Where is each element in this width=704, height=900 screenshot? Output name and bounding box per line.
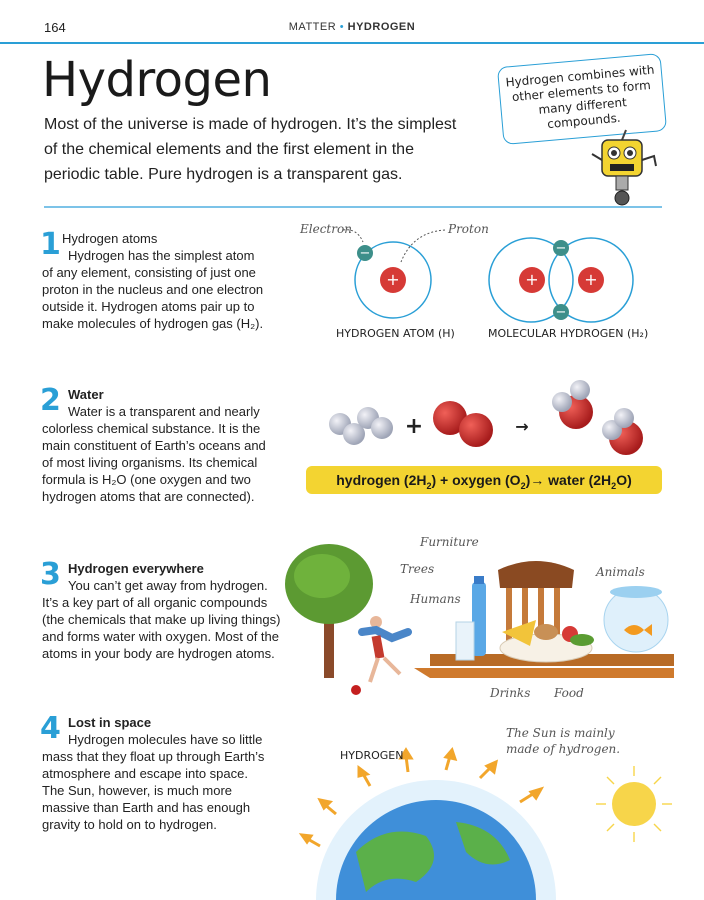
section-3-line: You can’t get away from hydrogen.	[68, 578, 268, 593]
section-1-line: outside it. Hydrogen atoms pair up to	[42, 299, 255, 314]
section-2-line: formula is H₂O (one oxygen and two	[42, 472, 251, 487]
equation-oxygen: ) + oxygen (O	[431, 472, 521, 488]
section-4-number: 4	[40, 711, 61, 746]
section-4-line: The Sun, however, is much more	[42, 783, 233, 798]
section-3-body	[42, 577, 292, 662]
humans-label: Humans	[410, 592, 461, 606]
svg-text:−: −	[359, 246, 371, 261]
equation-sub: 2	[611, 480, 617, 491]
running-head-subsection: HYDROGEN	[347, 21, 416, 33]
section-4-line: Hydrogen molecules have so little	[68, 732, 263, 747]
equation-sub: 2	[426, 480, 432, 491]
ball-icon	[351, 685, 361, 695]
section-3-title: Hydrogen everywhere	[68, 561, 204, 576]
robot-speech-bubble: Hydrogen combines with other elements to form many different compounds.	[497, 53, 667, 145]
section-3-line: (the chemicals that make up living things)	[42, 612, 281, 627]
svg-text:→: →	[515, 417, 529, 436]
section-3-line: atoms in your body are hydrogen atoms.	[42, 646, 275, 661]
section-2-body	[42, 403, 292, 505]
sun-icon	[596, 766, 672, 842]
section-1-line: make molecules of hydrogen gas (H₂).	[42, 316, 264, 331]
running-head-section: MATTER	[288, 21, 337, 33]
page-number: 164	[44, 20, 66, 35]
svg-text:+: +	[386, 270, 400, 289]
robot-icon	[590, 126, 660, 210]
section-2-line: Water is a transparent and nearly	[68, 404, 260, 419]
section-4-line: gravity to hold on to hydrogen.	[42, 817, 217, 832]
molecule-caption: MOLECULAR HYDROGEN (H₂)	[488, 327, 649, 340]
section-4-line: mass that they float up through Earth’s	[42, 749, 265, 764]
section-1-line: of any element, consisting of just one	[42, 265, 256, 280]
svg-text:+: +	[404, 414, 424, 439]
drinks-label: Drinks	[490, 686, 531, 700]
proton-label: Proton	[448, 222, 489, 236]
section-3-number: 3	[40, 557, 61, 592]
section-divider	[44, 206, 662, 208]
glass-icon	[456, 622, 474, 660]
section-1-number: 1	[40, 227, 61, 262]
equation-end: O)	[616, 472, 632, 488]
section-4-title: Lost in space	[68, 715, 152, 730]
chair-icon	[498, 561, 574, 588]
hydrogen-label: HYDROGEN	[340, 749, 404, 762]
section-1-line: Hydrogen has the simplest atom	[68, 248, 255, 263]
sun-note-line-2: made of hydrogen.	[506, 742, 621, 756]
water-hydrogen-icon	[552, 392, 572, 412]
food-label: Food	[554, 686, 584, 700]
svg-text:+: +	[584, 270, 598, 289]
svg-text:−: −	[555, 305, 567, 320]
section-4-body	[42, 731, 292, 833]
space-illustration	[296, 742, 696, 900]
water-hydrogen-icon	[570, 380, 590, 400]
section-2-line: colorless chemical substance. It is the	[42, 421, 261, 436]
section-3-line: It’s a key part of all organic compounds	[42, 595, 268, 610]
section-1-body	[42, 247, 292, 332]
svg-text:−: −	[555, 241, 567, 256]
equation-hydrogen: hydrogen (2H	[336, 472, 427, 488]
electron-label: Electron	[300, 222, 352, 236]
section-1-line: proton in the nucleus and one electron	[42, 282, 264, 297]
section-3-line: and forms water with oxygen. Most of the	[42, 629, 279, 644]
equation-sub: 2	[520, 480, 526, 491]
section-2-title: Water	[68, 387, 104, 402]
atom-caption: HYDROGEN ATOM (H)	[336, 327, 455, 340]
section-2-line: of most living organisms. Its chemical	[42, 455, 258, 470]
water-reaction	[318, 376, 658, 460]
oxygen-atom-icon	[459, 413, 493, 447]
section-2-line: hydrogen atoms that are connected).	[42, 489, 255, 504]
section-4-line: massive than Earth and has enough	[42, 800, 251, 815]
animals-label: Animals	[596, 565, 645, 579]
furniture-label: Furniture	[420, 535, 479, 549]
header-rule	[0, 42, 704, 44]
hydrogen-atom-icon	[371, 417, 393, 439]
section-2-line: main constituent of Earth’s oceans and	[42, 438, 266, 453]
running-head: MATTER • HYDROGEN	[288, 21, 416, 33]
everywhere-illustration	[284, 536, 674, 706]
page-title: Hydrogen	[42, 52, 272, 108]
equation-box	[306, 466, 662, 494]
water-hydrogen-icon	[614, 408, 634, 428]
sun-note-line-1: The Sun is mainly	[506, 726, 615, 740]
section-4-line: atmosphere and escape into space.	[42, 766, 248, 781]
trees-label: Trees	[400, 562, 435, 576]
section-1-title: Hydrogen atoms	[62, 231, 158, 246]
svg-text:+: +	[525, 270, 539, 289]
section-2-number: 2	[40, 383, 61, 418]
equation-water: )→ water (2H	[525, 472, 612, 488]
intro-text: Most of the universe is made of hydrogen. It’s the simplest of the chemical elements and the first element in the periodic table. Pure hydrogen is a transparent gas.	[44, 116, 457, 183]
